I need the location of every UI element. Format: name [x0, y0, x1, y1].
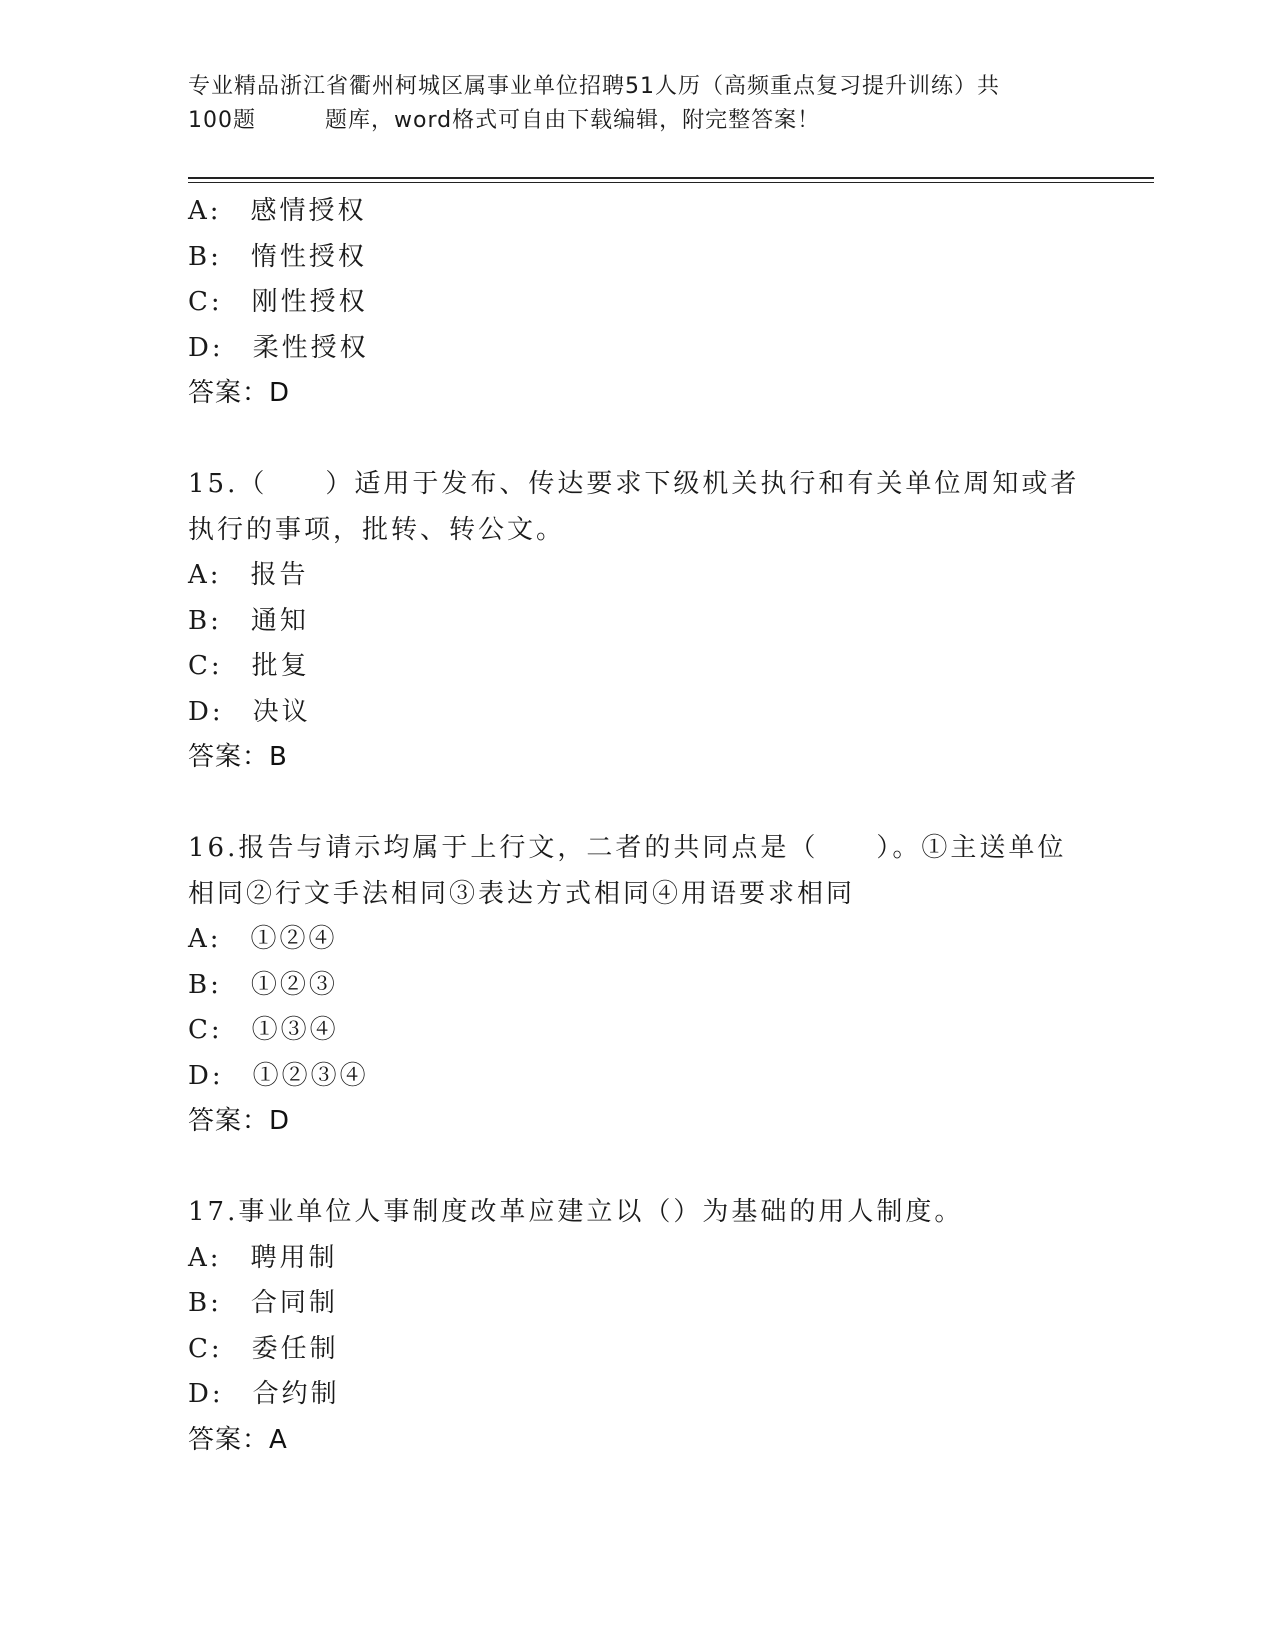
spacer — [188, 1145, 1088, 1191]
option-b: B: ①②③ — [188, 969, 338, 1000]
option-d: D: 合约制 — [188, 1379, 340, 1409]
question-stem-line-1: 16.报告与请示均属于上行文，二者的共同点是（ ）。①主送单位 — [188, 833, 1067, 863]
header-divider-thin — [188, 182, 1154, 183]
header-title-line-2: 100题 题库，word格式可自由下载编辑，附完整答案！ — [188, 108, 821, 133]
option-b: B: 合同制 — [188, 1288, 338, 1318]
option-b: B: 通知 — [188, 605, 309, 636]
option-list — [188, 1236, 1088, 1418]
question-stem-line-1: 15.（ ）适用于发布、传达要求下级机关执行和有关单位周知或者 — [188, 469, 1080, 499]
option-list — [188, 189, 1088, 371]
option-c: C: 委任制 — [188, 1333, 339, 1364]
question-15 — [188, 462, 1088, 781]
header-title-line-1: 专业精品浙江省衢州柯城区属事业单位招聘51人历（高频重点复习提升训练）共 — [188, 74, 1000, 99]
question-16 — [188, 826, 1088, 1145]
option-c: C: 刚性授权 — [188, 287, 368, 317]
answer-line: 答案：B — [188, 742, 288, 772]
option-a: A: 报告 — [188, 560, 309, 590]
answer-line: 答案：D — [188, 1106, 291, 1136]
option-list — [188, 917, 1088, 1099]
question-14-continued — [188, 189, 1088, 417]
option-list — [188, 553, 1088, 735]
header-divider-thick — [188, 177, 1154, 179]
spacer — [188, 417, 1088, 463]
option-d: D: 柔性授权 — [188, 332, 369, 363]
spacer — [188, 781, 1088, 827]
answer-line: 答案：D — [188, 378, 291, 408]
option-c: C: ①③④ — [188, 1015, 339, 1045]
question-stem-line-2: 相同②行文手法相同③表达方式相同④用语要求相同 — [188, 878, 856, 909]
option-b: B: 惰性授权 — [188, 241, 367, 272]
question-stem-line-2: 执行的事项，批转、转公文。 — [188, 514, 566, 545]
answer-line: 答案：A — [188, 1424, 288, 1455]
option-a: A: ①②④ — [188, 924, 338, 954]
option-c: C: 批复 — [188, 651, 310, 681]
option-a: A: 感情授权 — [188, 196, 367, 226]
document-header — [188, 70, 1088, 138]
option-d: D: 决议 — [188, 696, 311, 727]
question-stem-line-1: 17.事业单位人事制度改革应建立以（）为基础的用人制度。 — [188, 1197, 964, 1227]
option-d: D: ①②③④ — [188, 1060, 369, 1091]
question-list — [188, 189, 1088, 1463]
question-17 — [188, 1190, 1088, 1463]
option-a: A: 聘用制 — [188, 1242, 338, 1273]
